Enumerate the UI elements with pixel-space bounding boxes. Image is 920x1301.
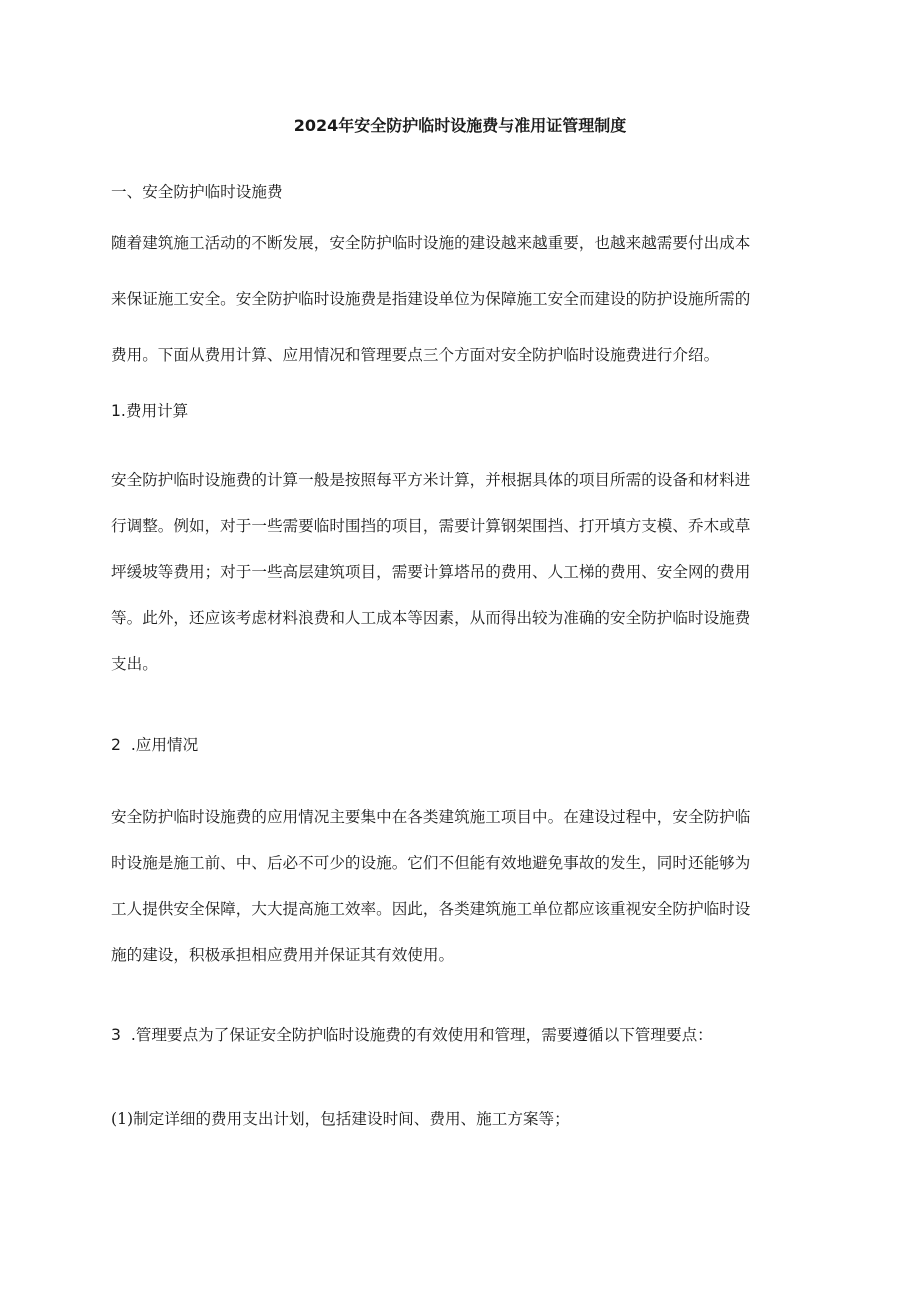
paragraph-line: 时设施是施工前、中、后必不可少的设施。它们不但能有效地避免事故的发生，同时还能够为 [111, 854, 751, 872]
paragraph-line: 工人提供安全保障，大大提高施工效率。因此，各类建筑施工单位都应该重视安全防护临时设 [111, 900, 751, 918]
paragraph-line: 安全防护临时设施费的计算一般是按照每平方米计算，并根据具体的项目所需的设备和材料进 [111, 471, 751, 489]
document-title: 2024年安全防护临时设施费与准用证管理制度 [293, 116, 627, 135]
paragraph-line: 支出。 [111, 655, 158, 673]
paragraph-line: 坪缓坡等费用；对于一些高层建筑项目，需要计算塔吊的费用、人工梯的费用、安全网的费用 [111, 563, 751, 581]
item-heading-management: 3 .管理要点为了保证安全防护临时设施费的有效使用和管理，需要遵循以下管理要点： [111, 1026, 713, 1044]
paragraph-line: 随着建筑施工活动的不断发展，安全防护临时设施的建设越来越重要，也越来越需要付出成本 [111, 234, 751, 252]
paragraph-line: 安全防护临时设施费的应用情况主要集中在各类建筑施工项目中。在建设过程中，安全防护临 [111, 808, 751, 826]
paragraph-line: 行调整。例如，对于一些需要临时围挡的项目，需要计算钢架围挡、打开填方支模、乔木或草 [111, 517, 751, 535]
item-heading-fee-calculation: 1.费用计算 [111, 402, 189, 420]
paragraph-line: 费用。下面从费用计算、应用情况和管理要点三个方面对安全防护临时设施费进行介绍。 [111, 346, 720, 364]
paragraph-line: 来保证施工安全。安全防护临时设施费是指建设单位为保障施工安全而建设的防护设施所需的 [111, 290, 751, 308]
paragraph-line: 等。此外，还应该考虑材料浪费和人工成本等因素，从而得出较为准确的安全防护临时设施费 [111, 609, 751, 627]
paragraph-line: 施的建设，积极承担相应费用并保证其有效使用。 [111, 946, 455, 964]
management-point-1: (1)制定详细的费用支出计划，包括建设时间、费用、施工方案等； [111, 1110, 570, 1128]
item-heading-application: 2 .应用情况 [111, 736, 199, 754]
section-heading: 一、安全防护临时设施费 [111, 183, 283, 201]
